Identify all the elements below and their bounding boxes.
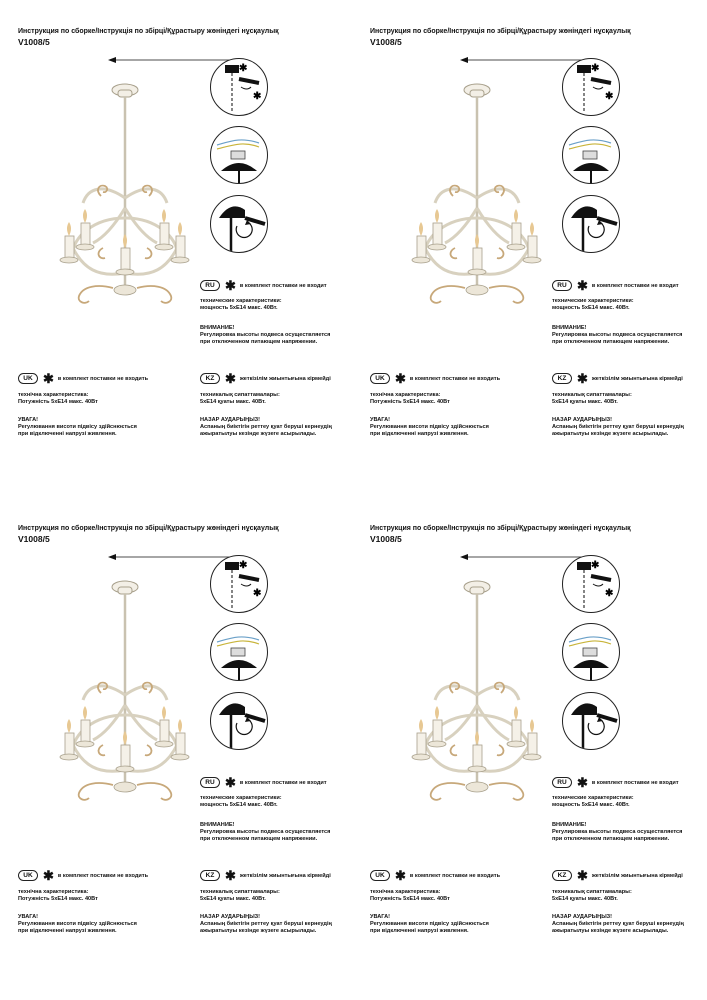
kz-not-included-row (552, 870, 683, 881)
warning-text: Аспаның биіктігін реттеу қуат беруші кернеудің (200, 424, 332, 430)
spec-heading: технические характеристики: (200, 298, 282, 304)
star-icon: ✱ (395, 868, 406, 883)
spec-value: мощность 5xE14 макс. 40Вт. (552, 802, 630, 808)
warning-text: при відключенні напрузі живлення. (370, 928, 469, 934)
svg-text:✱: ✱ (253, 91, 262, 102)
star-icon: ✱ (43, 371, 54, 386)
spec-heading: техникалық сипаттамалары: (200, 889, 280, 895)
instruction-panel (370, 525, 707, 995)
star-icon: ✱ (225, 775, 236, 790)
instruction-panel (370, 28, 707, 498)
warning-text: при відключенні напрузі живлення. (18, 928, 117, 934)
kz-warning (200, 417, 332, 438)
spec-value: Потужність 5xE14 макс. 40Вт (370, 399, 450, 405)
spec-value: 5xE14 қуаты макс. 40Вт. (552, 896, 618, 902)
spec-heading: технические характеристики: (552, 298, 634, 304)
warning-text: ажыратылуы кезінде жүзеге асырылады. (200, 431, 317, 437)
ru-warning (552, 822, 682, 843)
uk-warning (18, 914, 137, 935)
ru-specifications (552, 298, 634, 312)
spec-heading: технічна характеристика: (18, 889, 89, 895)
warning-text: Регулювання висоти підвісу здійснюється (370, 921, 489, 927)
kz-specifications (200, 889, 280, 903)
ru-specifications (200, 298, 282, 312)
warning-heading: ВНИМАНИЕ! (200, 822, 235, 828)
uk-not-included-row (370, 373, 500, 384)
kz-warning (552, 417, 684, 438)
spec-value: Потужність 5xE14 макс. 40Вт (18, 896, 98, 902)
ru-not-included-row (200, 777, 327, 788)
not-included-note: жеткізілім жиынтығына кірмейді (591, 872, 683, 879)
kz-not-included-row (552, 373, 683, 384)
spec-value: 5xE14 қуаты макс. 40Вт. (552, 399, 618, 405)
spec-heading: технические характеристики: (552, 795, 634, 801)
warning-text: Регулювання висоти підвісу здійснюється (18, 921, 137, 927)
warning-text: Аспаның биіктігін реттеу қуат беруші кернеудің (552, 921, 684, 927)
ru-specifications (552, 795, 634, 809)
uk-specifications (18, 392, 98, 406)
language-badge-ru: RU (200, 777, 220, 788)
warning-text: при відключенні напрузі живлення. (18, 431, 117, 437)
canopy-screw-illustration (562, 692, 620, 750)
star-icon: ✱ (395, 371, 406, 386)
warning-text: Аспаның биіктігін реттеу қуат беруші кернеудің (200, 921, 332, 927)
uk-specifications (370, 889, 450, 903)
not-included-note: жеткізілім жиынтығына кірмейді (239, 375, 331, 382)
model-number: V1008/5 (370, 37, 402, 47)
spec-heading: технічна характеристика: (18, 392, 89, 398)
spec-heading: технічна характеристика: (370, 392, 441, 398)
svg-text:✱: ✱ (591, 63, 600, 74)
warning-text: при відключенні напрузі живлення. (370, 431, 469, 437)
warning-text: при отключенном питающем напряжении. (200, 836, 318, 842)
spec-heading: технические характеристики: (200, 795, 282, 801)
document-title: Инструкция по сборке/Інструкція по збірці/Құрастыру жөніндегі нұсқаулық (18, 28, 279, 35)
spec-value: мощность 5xE14 макс. 40Вт. (200, 305, 278, 311)
star-icon: ✱ (43, 868, 54, 883)
canopy-screw-illustration (562, 195, 620, 253)
star-icon: ✱ (577, 371, 588, 386)
kz-not-included-row (200, 870, 331, 881)
uk-warning (370, 417, 489, 438)
warning-text: ажыратылуы кезінде жүзеге асырылады. (200, 928, 317, 934)
warning-text: ажыратылуы кезінде жүзеге асырылады. (552, 928, 669, 934)
uk-warning (18, 417, 137, 438)
wire-connection-illustration (210, 623, 268, 681)
language-badge-uk: UK (370, 373, 390, 384)
uk-specifications (18, 889, 98, 903)
warning-heading: ВНИМАНИЕ! (552, 325, 587, 331)
uk-not-included-row (18, 870, 148, 881)
ceiling-hook-illustration (562, 555, 620, 613)
warning-heading: УВАГА! (370, 417, 391, 423)
language-badge-ru: RU (552, 280, 572, 291)
warning-text: Аспаның биіктігін реттеу қуат беруші кернеудің (552, 424, 684, 430)
not-included-note: в комплект поставки не входить (57, 375, 149, 382)
ru-specifications (200, 795, 282, 809)
warning-text: Регулировка высоты подвеса осуществляется (552, 829, 683, 835)
star-icon: ✱ (577, 775, 588, 790)
document-title: Инструкция по сборке/Інструкція по збірці/Құрастыру жөніндегі нұсқаулық (18, 525, 279, 532)
spec-heading: технічна характеристика: (370, 889, 441, 895)
svg-text:✱: ✱ (591, 560, 600, 571)
svg-text:✱: ✱ (253, 588, 262, 599)
warning-heading: ВНИМАНИЕ! (552, 822, 587, 828)
language-badge-ru: RU (200, 280, 220, 291)
warning-text: ажыратылуы кезінде жүзеге асырылады. (552, 431, 669, 437)
not-included-note: в комплект поставки не входить (409, 872, 501, 879)
language-badge-kz: KZ (552, 870, 572, 881)
ceiling-hook-illustration (210, 58, 268, 116)
warning-text: Регулировка высоты подвеса осуществляется (200, 332, 331, 338)
not-included-note: в комплект поставки не входить (57, 872, 149, 879)
warning-heading: ВНИМАНИЕ! (200, 325, 235, 331)
warning-text: при отключенном питающем напряжении. (200, 339, 318, 345)
ru-not-included-row (552, 280, 679, 291)
warning-heading: НАЗАР АУДАРЫҢЫЗ! (552, 914, 613, 920)
warning-heading: НАЗАР АУДАРЫҢЫЗ! (200, 417, 261, 423)
spec-value: 5xE14 қуаты макс. 40Вт. (200, 399, 266, 405)
wire-connection-illustration (562, 126, 620, 184)
wire-connection-illustration (562, 623, 620, 681)
wire-connection-illustration (210, 126, 268, 184)
model-number: V1008/5 (370, 534, 402, 544)
warning-text: при отключенном питающем напряжении. (552, 339, 670, 345)
ru-warning (552, 325, 682, 346)
model-number: V1008/5 (18, 534, 50, 544)
ru-warning (200, 325, 330, 346)
warning-heading: НАЗАР АУДАРЫҢЫЗ! (552, 417, 613, 423)
language-badge-uk: UK (18, 870, 38, 881)
kz-not-included-row (200, 373, 331, 384)
uk-warning (370, 914, 489, 935)
spec-heading: техникалық сипаттамалары: (552, 889, 632, 895)
warning-text: Регулювання висоти підвісу здійснюється (370, 424, 489, 430)
ru-warning (200, 822, 330, 843)
uk-specifications (370, 392, 450, 406)
star-icon: ✱ (577, 278, 588, 293)
warning-heading: УВАГА! (18, 914, 39, 920)
ceiling-hook-illustration (210, 555, 268, 613)
uk-not-included-row (370, 870, 500, 881)
warning-text: Регулировка высоты подвеса осуществляется (552, 332, 683, 338)
instruction-panel (18, 28, 358, 498)
spec-value: Потужність 5xE14 макс. 40Вт (370, 896, 450, 902)
kz-warning (552, 914, 684, 935)
not-included-note: в комплект поставки не входит (591, 779, 679, 786)
star-icon: ✱ (577, 868, 588, 883)
spec-value: мощность 5xE14 макс. 40Вт. (552, 305, 630, 311)
svg-text:✱: ✱ (605, 91, 614, 102)
chandelier-illustration (43, 575, 198, 825)
document-title: Инструкция по сборке/Інструкція по збірці/Құрастыру жөніндегі нұсқаулық (370, 28, 631, 35)
uk-not-included-row (18, 373, 148, 384)
language-badge-uk: UK (370, 870, 390, 881)
warning-text: Регулировка высоты подвеса осуществляется (200, 829, 331, 835)
language-badge-kz: KZ (552, 373, 572, 384)
star-icon: ✱ (225, 868, 236, 883)
spec-heading: техникалық сипаттамалары: (552, 392, 632, 398)
spec-value: 5xE14 қуаты макс. 40Вт. (200, 896, 266, 902)
instruction-panel (18, 525, 358, 995)
document-title: Инструкция по сборке/Інструкція по збірці/Құрастыру жөніндегі нұсқаулық (370, 525, 631, 532)
warning-text: Регулювання висоти підвісу здійснюється (18, 424, 137, 430)
spec-heading: техникалық сипаттамалары: (200, 392, 280, 398)
svg-text:✱: ✱ (605, 588, 614, 599)
language-badge-kz: KZ (200, 870, 220, 881)
ru-not-included-row (200, 280, 327, 291)
kz-specifications (200, 392, 280, 406)
not-included-note: жеткізілім жиынтығына кірмейді (239, 872, 331, 879)
svg-text:✱: ✱ (239, 560, 248, 571)
chandelier-illustration (43, 78, 198, 328)
svg-text:✱: ✱ (239, 63, 248, 74)
warning-heading: НАЗАР АУДАРЫҢЫЗ! (200, 914, 261, 920)
ru-not-included-row (552, 777, 679, 788)
spec-value: мощность 5xE14 макс. 40Вт. (200, 802, 278, 808)
warning-heading: УВАГА! (370, 914, 391, 920)
not-included-note: жеткізілім жиынтығына кірмейді (591, 375, 683, 382)
spec-value: Потужність 5xE14 макс. 40Вт (18, 399, 98, 405)
ceiling-hook-illustration (562, 58, 620, 116)
chandelier-illustration (395, 78, 550, 328)
warning-text: при отключенном питающем напряжении. (552, 836, 670, 842)
warning-heading: УВАГА! (18, 417, 39, 423)
kz-specifications (552, 392, 632, 406)
not-included-note: в комплект поставки не входит (591, 282, 679, 289)
language-badge-ru: RU (552, 777, 572, 788)
not-included-note: в комплект поставки не входит (239, 779, 327, 786)
canopy-screw-illustration (210, 692, 268, 750)
not-included-note: в комплект поставки не входить (409, 375, 501, 382)
star-icon: ✱ (225, 371, 236, 386)
model-number: V1008/5 (18, 37, 50, 47)
not-included-note: в комплект поставки не входит (239, 282, 327, 289)
chandelier-illustration (395, 575, 550, 825)
canopy-screw-illustration (210, 195, 268, 253)
kz-specifications (552, 889, 632, 903)
language-badge-uk: UK (18, 373, 38, 384)
kz-warning (200, 914, 332, 935)
language-badge-kz: KZ (200, 373, 220, 384)
star-icon: ✱ (225, 278, 236, 293)
